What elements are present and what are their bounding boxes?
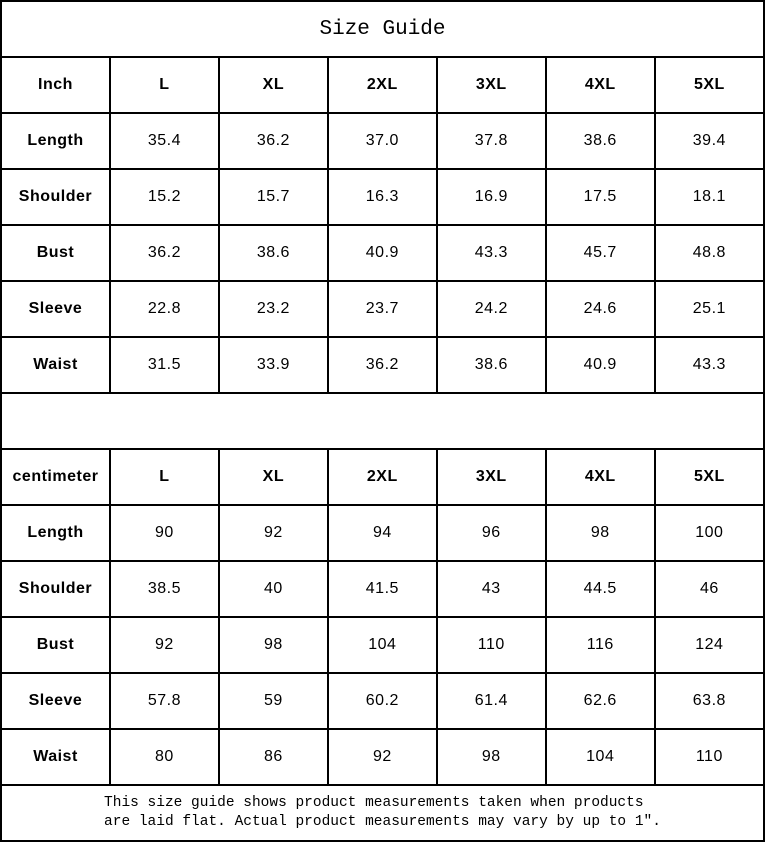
cell-value: 45.7 <box>546 225 655 281</box>
cell-value: 38.6 <box>219 225 328 281</box>
cell-value: 38.6 <box>437 337 546 393</box>
cell-value: 37.0 <box>328 113 437 169</box>
table-row-cm-shoulder <box>1 561 764 617</box>
cell-value: 59 <box>219 673 328 729</box>
cell-value: 43.3 <box>437 225 546 281</box>
row-label-waist: Waist <box>1 729 110 785</box>
cell-value: 110 <box>437 617 546 673</box>
cell-value: 104 <box>328 617 437 673</box>
cell-value: 40.9 <box>546 337 655 393</box>
cell-value: 98 <box>437 729 546 785</box>
cell-value: 60.2 <box>328 673 437 729</box>
footer-line-2: are laid flat. Actual product measurements may vary by up to 1″. <box>104 814 661 830</box>
cell-value: 36.2 <box>328 337 437 393</box>
cell-value: 41.5 <box>328 561 437 617</box>
table-row-inch-shoulder <box>1 169 764 225</box>
cm-unit-header: centimeter <box>1 449 110 505</box>
cell-value: 22.8 <box>110 281 219 337</box>
size-header-3xl: 3XL <box>437 57 546 113</box>
cell-value: 44.5 <box>546 561 655 617</box>
cell-value: 24.2 <box>437 281 546 337</box>
spacer-cell <box>1 393 764 449</box>
footer-note-text <box>104 794 661 832</box>
cell-value: 15.7 <box>219 169 328 225</box>
table-row-cm-waist <box>1 729 764 785</box>
cell-value: 63.8 <box>655 673 764 729</box>
table-row-cm-sleeve <box>1 673 764 729</box>
cell-value: 80 <box>110 729 219 785</box>
size-header-l: L <box>110 57 219 113</box>
row-label-bust: Bust <box>1 225 110 281</box>
footer-line-1: This size guide shows product measurements taken when products <box>104 795 644 811</box>
size-header-2xl: 2XL <box>328 449 437 505</box>
footer-row <box>1 785 764 841</box>
cell-value: 96 <box>437 505 546 561</box>
cell-value: 94 <box>328 505 437 561</box>
inch-header-row <box>1 57 764 113</box>
table-row-inch-sleeve <box>1 281 764 337</box>
cell-value: 98 <box>219 617 328 673</box>
cell-value: 100 <box>655 505 764 561</box>
cell-value: 43.3 <box>655 337 764 393</box>
row-label-sleeve: Sleeve <box>1 281 110 337</box>
row-label-sleeve: Sleeve <box>1 673 110 729</box>
cell-value: 98 <box>546 505 655 561</box>
row-label-shoulder: Shoulder <box>1 561 110 617</box>
size-header-xl: XL <box>219 57 328 113</box>
cell-value: 18.1 <box>655 169 764 225</box>
cell-value: 38.6 <box>546 113 655 169</box>
table-row-cm-length <box>1 505 764 561</box>
cell-value: 48.8 <box>655 225 764 281</box>
spacer-row <box>1 393 764 449</box>
inch-unit-header: Inch <box>1 57 110 113</box>
cell-value: 86 <box>219 729 328 785</box>
row-label-bust: Bust <box>1 617 110 673</box>
cell-value: 90 <box>110 505 219 561</box>
cell-value: 116 <box>546 617 655 673</box>
cell-value: 38.5 <box>110 561 219 617</box>
size-header-5xl: 5XL <box>655 449 764 505</box>
cell-value: 37.8 <box>437 113 546 169</box>
cell-value: 16.9 <box>437 169 546 225</box>
title-row <box>1 1 764 57</box>
cell-value: 61.4 <box>437 673 546 729</box>
cell-value: 43 <box>437 561 546 617</box>
size-header-4xl: 4XL <box>546 57 655 113</box>
cell-value: 16.3 <box>328 169 437 225</box>
table-row-cm-bust <box>1 617 764 673</box>
cell-value: 15.2 <box>110 169 219 225</box>
cell-value: 92 <box>328 729 437 785</box>
cell-value: 36.2 <box>219 113 328 169</box>
cell-value: 24.6 <box>546 281 655 337</box>
cell-value: 40.9 <box>328 225 437 281</box>
size-header-2xl: 2XL <box>328 57 437 113</box>
cell-value: 36.2 <box>110 225 219 281</box>
cell-value: 31.5 <box>110 337 219 393</box>
table-row-inch-waist <box>1 337 764 393</box>
cell-value: 92 <box>110 617 219 673</box>
cell-value: 23.7 <box>328 281 437 337</box>
table-row-inch-length <box>1 113 764 169</box>
size-header-l: L <box>110 449 219 505</box>
cell-value: 33.9 <box>219 337 328 393</box>
cell-value: 92 <box>219 505 328 561</box>
cell-value: 25.1 <box>655 281 764 337</box>
row-label-length: Length <box>1 505 110 561</box>
cell-value: 104 <box>546 729 655 785</box>
cell-value: 62.6 <box>546 673 655 729</box>
row-label-length: Length <box>1 113 110 169</box>
size-header-4xl: 4XL <box>546 449 655 505</box>
size-header-xl: XL <box>219 449 328 505</box>
cell-value: 40 <box>219 561 328 617</box>
cell-value: 39.4 <box>655 113 764 169</box>
table-row-inch-bust <box>1 225 764 281</box>
cell-value: 17.5 <box>546 169 655 225</box>
cm-header-row <box>1 449 764 505</box>
footer-note <box>1 785 764 841</box>
cell-value: 46 <box>655 561 764 617</box>
cell-value: 57.8 <box>110 673 219 729</box>
cell-value: 110 <box>655 729 764 785</box>
cell-value: 124 <box>655 617 764 673</box>
row-label-waist: Waist <box>1 337 110 393</box>
cell-value: 23.2 <box>219 281 328 337</box>
cell-value: 35.4 <box>110 113 219 169</box>
row-label-shoulder: Shoulder <box>1 169 110 225</box>
size-header-5xl: 5XL <box>655 57 764 113</box>
page-title: Size Guide <box>1 1 764 57</box>
size-header-3xl: 3XL <box>437 449 546 505</box>
